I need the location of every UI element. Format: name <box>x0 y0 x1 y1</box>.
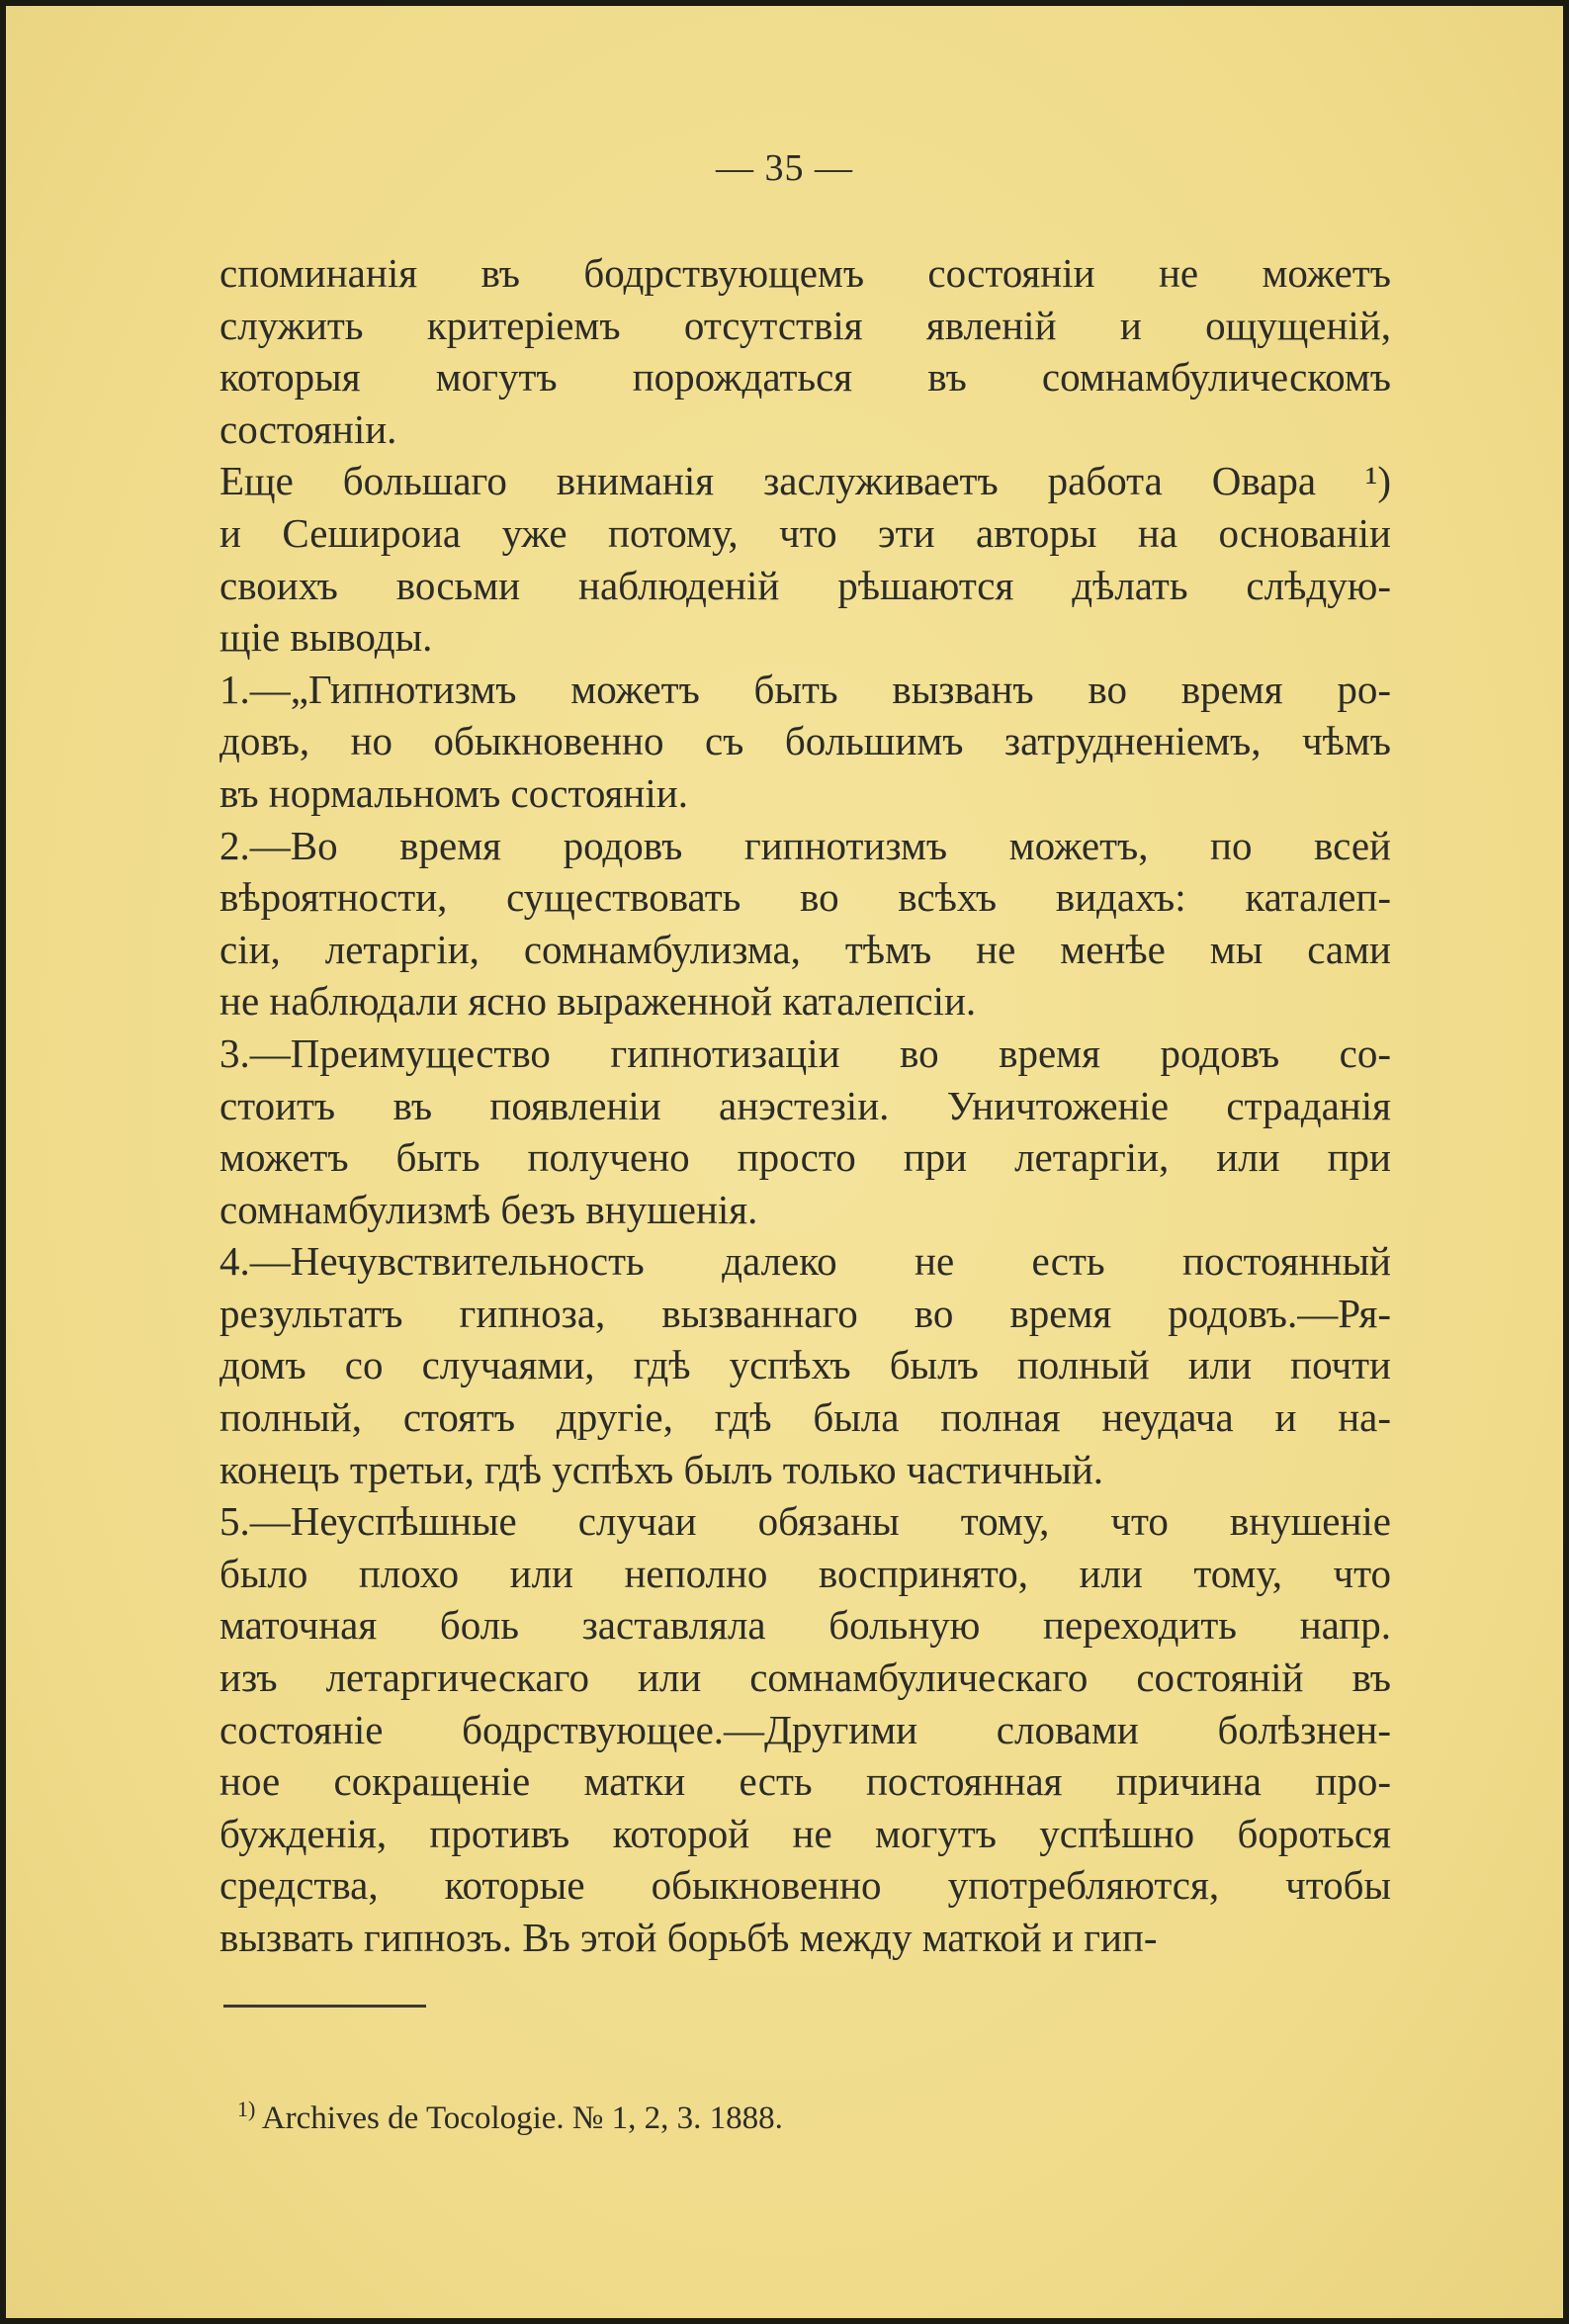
text-line: 1.—„Гипнотизмъ можетъ быть вызванъ во время ро- <box>219 666 1391 712</box>
text-line: служить критеріемъ отсутствія явленій и ощущеній, <box>219 302 1391 348</box>
text-line: щіе выводы. <box>219 614 433 661</box>
text-line: вызвать гипнозъ. Въ этой борьбѣ между маткой и гип- <box>219 1915 1158 1960</box>
footnote-text: Archives de Tocologie. № 1, 2, 3. 1888. <box>261 2101 783 2136</box>
text-line: споминанія въ бодрствующемъ состояніи не можетъ <box>219 250 1391 296</box>
text-line: 4.—Нечувствительность далеко не есть постоянный <box>219 1238 1391 1285</box>
text-line: средства, которые обыкновенно употребляются, чтобы <box>219 1862 1391 1909</box>
text-line: стоитъ въ появленіи анэстезіи. Уничтоженіе страданія <box>219 1082 1391 1128</box>
text-line: которыя могутъ порождаться въ сомнамбулическомъ <box>219 354 1391 401</box>
text-line: не наблюдали ясно выраженной каталепсіи. <box>219 978 977 1025</box>
text-line: изъ летаргическаго или сомнамбулическаго состояній въ <box>219 1654 1391 1701</box>
footnote-divider <box>223 2005 426 2008</box>
page-number: — 35 — <box>716 147 853 189</box>
text-line: сіи, летаргіи, сомнамбулизма, тѣмъ не менѣе мы сами <box>219 926 1391 972</box>
text-line: результатъ гипноза, вызваннаго во время родовъ.—Ря- <box>219 1290 1391 1336</box>
text-line: сомнамбулизмѣ безъ внушенія. <box>219 1186 758 1232</box>
text-line: 2.—Во время родовъ гипнотизмъ можетъ, по всей <box>219 822 1391 868</box>
text-line: маточная боль заставляла больную переходить напр. <box>219 1602 1391 1649</box>
text-line: 5.—Неуспѣшные случаи обязаны тому, что внушеніе <box>219 1498 1391 1545</box>
text-line: конецъ третьи, гдѣ успѣхъ былъ только частичный. <box>219 1446 1104 1492</box>
text-line: было плохо или неполно воспринято, или тому, что <box>219 1550 1391 1596</box>
text-line: своихъ восьми наблюденій рѣшаются дѣлать слѣдую- <box>219 562 1391 608</box>
text-line: домъ со случаями, гдѣ успѣхъ былъ полный или почти <box>219 1342 1391 1388</box>
text-line: бужденія, противъ которой не могутъ успѣшно бороться <box>219 1810 1391 1856</box>
text-line: и Сешироиа уже потому, что эти авторы на основаніи <box>219 509 1391 556</box>
body-text <box>219 247 1391 1964</box>
footnote <box>237 2097 783 2137</box>
text-line: въ нормальномъ состояніи. <box>219 769 688 816</box>
text-line: довъ, но обыкновенно съ большимъ затрудненіемъ, чѣмъ <box>219 718 1391 764</box>
text-line: ное сокращеніе матки есть постоянная причина про- <box>219 1758 1391 1805</box>
text-line: Еще большаго вниманія заслуживаетъ работа Овара ¹) <box>219 458 1391 504</box>
footnote-marker: 1) <box>237 2097 256 2121</box>
text-line: можетъ быть получено просто при летаргіи, или при <box>219 1134 1391 1181</box>
text-line: состояніи. <box>219 405 397 452</box>
text-line: состояніе бодрствующее.—Другими словами болѣзнен- <box>219 1706 1391 1752</box>
text-line: 3.—Преимущество гипнотизаціи во время родовъ со- <box>219 1029 1391 1076</box>
text-line: вѣроятности, существовать во всѣхъ видахъ: каталеп- <box>219 874 1391 921</box>
text-line: полный, стоятъ другіе, гдѣ была полная неудача и на- <box>219 1394 1391 1441</box>
